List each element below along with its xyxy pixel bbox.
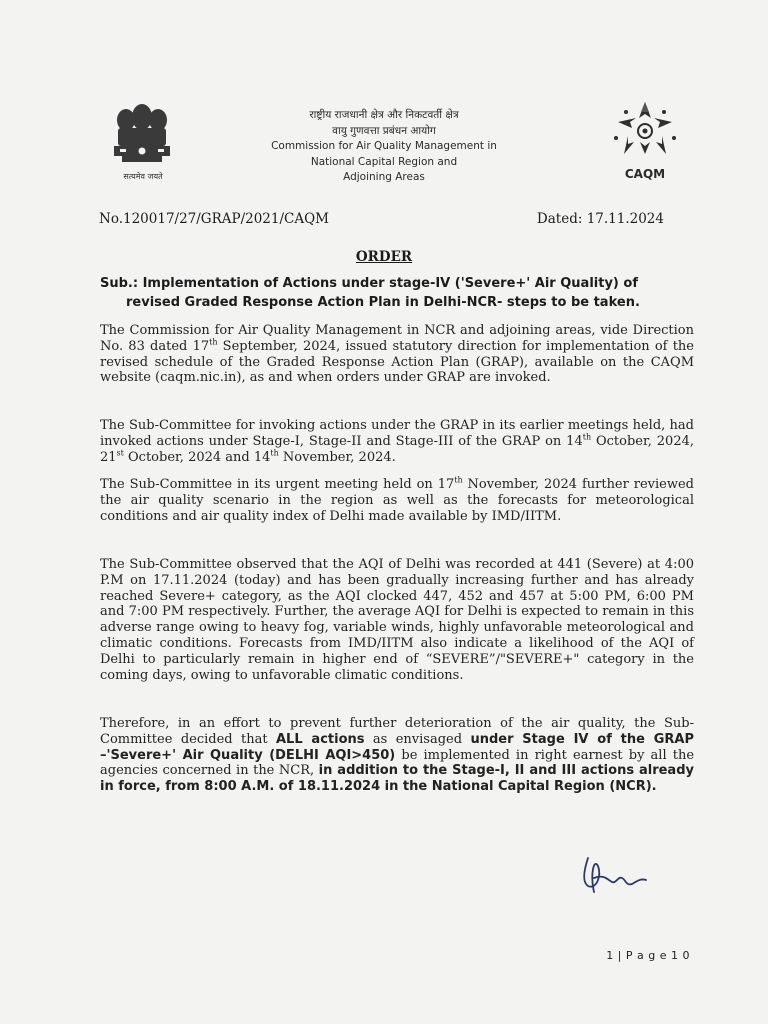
subject [100,274,670,312]
subject-line1: Sub.: Implementation of Actions under stage-IV ('Severe+' Air Quality) of [100,276,638,291]
paragraph-decision: Therefore, in an effort to prevent further deterioration of the air quality, the Sub-Committee decided that ALL actions as envisaged under Stage IV of the GRAP –'Severe+' Air Quality (DELHI AQI>450) be implemented in right earnest by all the agencies concerned in the NCR, in addition to the Stage-I, II and III actions already in force, from 8:00 A.M. of 18.11.2024 in the National Capital Region (NCR). [100,716,695,795]
emblem-motto: सत्यमेव जयते [123,172,163,181]
paragraph-direction: The Commission for Air Quality Management in NCR and adjoining areas, vide Direction No. 83 dated 17th September, 2024, issued statutory direction for implementation of the revised schedule of the Graded Response Action Plan (GRAP), available on the CAQM website (caqm.nic.in), as and when orders under GRAP are invoked. [100,323,694,386]
signature [574,848,660,900]
org-name-en-line3: Adjoining Areas [343,171,425,183]
paragraph-earlier-stages: The Sub-Committee for invoking actions under the GRAP in its earlier meetings held, had invoked actions under Stage-I, Stage-II and Stage-III of the GRAP on 14th October, 2024, 21st October, 2024 and 14th November, 2024. [100,418,695,465]
order-title: ORDER [355,249,413,265]
page-number: 1 | P a g e 1 0 [606,949,690,962]
paragraph-aqi-observation: The Sub-Committee observed that the AQI of Delhi was recorded at 441 (Severe) at 4:00 P.M on 17.11.2024 (today) and has been gradually increasing further and has already reached Severe+ category, as the AQI clocked 447, 452 and 457 at 5:00 PM, 6:00 PM and 7:00 PM respectively. Further, the average AQI for Delhi is expected to remain in this adverse range owing to heavy fog, variable winds, highly unfavorable meteorological and climatic conditions. Forecasts from IMD/IITM also indicate a likelihood of the AQI of Delhi to particularly remain in higher end of “SEVERE”/"SEVERE+" category in the coming days, owing to unfavorable climatic conditions. [100,557,694,683]
subject-line2: revised Graded Response Action Plan in Delhi-NCR- steps to be taken. [126,295,640,310]
org-name-hindi-line2: वायु गुणवत्ता प्रबंधन आयोग [332,124,436,137]
paragraph-urgent-meeting: The Sub-Committee in its urgent meeting held on 17th November, 2024 further reviewed the air quality scenario in the region as well as the forecasts for meteorological conditions and air quality index of Delhi made available by IMD/IITM. [100,475,694,524]
org-name-en-line2: National Capital Region and [310,155,458,168]
organization-name [226,108,542,186]
caqm-logo-icon [606,98,684,188]
caqm-logo-text: CAQM [624,167,666,181]
org-name-en-line1: Commission for Air Quality Management in [271,140,497,152]
order-date: Dated: 17.11.2024 [536,211,664,227]
reference-number: No.120017/27/GRAP/2021/CAQM [99,211,330,227]
org-name-hindi-line1: राष्ट्रीय राजधानी क्षेत्र और निकटवर्ती क्षेत्र [309,109,459,121]
